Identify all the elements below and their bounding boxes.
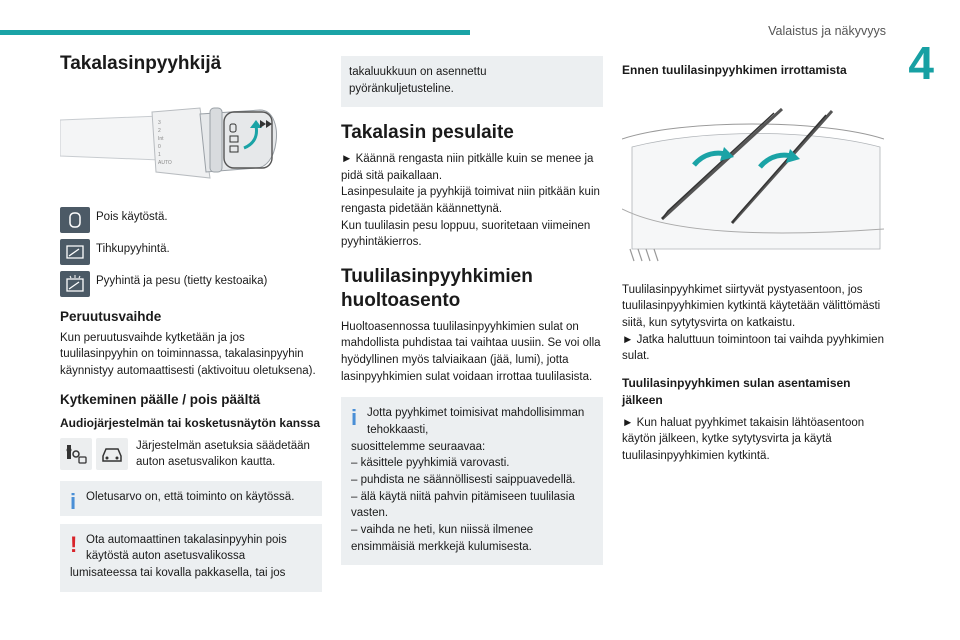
before-removal-heading: Ennen tuulilasinpyyhkimen irrottamista <box>622 63 847 77</box>
windshield-wipers-illustration <box>622 99 884 269</box>
before-removal-text-1: Tuulilasinpyyhkimet siirtyvät pystyasentoon, jos tuulilasinpyyhkimien kytkintä käytetään välittömästi siitä, kun sytytysvirta on katkaistu. <box>622 283 881 330</box>
service-position-title: Tuulilasinpyyhkimien huoltoasento <box>341 266 533 311</box>
info-icon: i <box>351 405 358 431</box>
rear-washer-title: Takalasin pesulaite <box>341 122 514 144</box>
warning-icon: ! <box>70 531 78 557</box>
stalk-label-2: 2 <box>158 127 161 134</box>
washer-text-3: Kun tuulilasin pesu loppuu, suoritetaan viimeinen pyyhintäkierros. <box>341 219 591 249</box>
continued-note <box>341 56 603 107</box>
washer-text-2: Lasinpesulaite ja pyyhkijä toimivat niin pitkään kuin rengasta pidetään käännettynä. <box>341 186 600 216</box>
settings-text: Järjestelmän asetuksia säädetään auton asetusvalikon kautta. <box>136 439 310 469</box>
wiper-intermittent-icon <box>60 239 90 265</box>
info-note-text: Oletusarvo on, että toiminto on käytössä. <box>86 490 295 503</box>
wiper-off-icon <box>60 207 90 233</box>
section-title: Valaistus ja näkyvyys <box>768 24 886 38</box>
stalk-label-1: 1 <box>158 151 161 158</box>
info-note-default <box>60 481 322 516</box>
reverse-gear-text: Kun peruutusvaihde kytketään ja jos tuulilasinpyyhin on toiminnassa, takalasinpyyhin käynnistyy automaattisesti (aktivoituu oletuksena). <box>60 331 316 378</box>
stalk-label-0: 0 <box>158 143 161 150</box>
rear-wiper-title: Takalasinpyyhkijä <box>60 53 222 74</box>
info-icon: i <box>70 488 77 514</box>
maintenance-note-line-1: suosittelemme seuraavaa: <box>351 440 486 453</box>
warning-note-first: Ota automaattinen takalasinpyyhin pois käytöstä auton asetusvalikossa <box>86 533 287 563</box>
column-3 <box>622 52 884 465</box>
service-position-text: Huoltoasennossa tuulilasinpyyhkimien sulat on mahdollista puhdistaa tai vaihtaa uusiin. Se voi olla hyödyllinen myös talviaikaan (jää, lumi), jotta lasinpyyhkimien sulat voidaan irrottaa tuulilasista. <box>341 320 601 383</box>
maintenance-note-first: Jotta pyyhkimet toimisivat mahdollisimman tehokkaasti, <box>367 407 585 436</box>
settings-row <box>60 438 322 471</box>
before-removal-text-2: ► Jatka haluttuun toimintoon tai vaihda pyyhkimien sulat. <box>622 333 884 363</box>
mode-off-row <box>60 207 322 233</box>
warning-note-rest: lumisateessa tai kovalla pakkasella, tai jos <box>70 566 286 579</box>
maintenance-note-line-4: – älä käytä niitä pahvin pitämiseen tuulilasia vasten. <box>351 490 575 520</box>
on-off-heading: Kytkeminen päälle / pois päältä <box>60 391 261 407</box>
after-fitting-text: ► Kun haluat pyyhkimet takaisin lähtöasentoon käytön jälkeen, kytke sytytysvirta ja käytä tuulilasinpyyhkimien kytkintä. <box>622 416 865 463</box>
mode-intermittent-text: Tihkupyyhintä. <box>96 242 170 255</box>
car-icon <box>96 438 128 470</box>
maintenance-note-line-3: – puhdista ne säännöllisesti saippuavedellä. <box>351 474 576 486</box>
mode-off-text: Pois käytöstä. <box>96 210 168 223</box>
maintenance-note-line-2: – käsittele pyyhkimiä varovasti. <box>351 457 510 470</box>
column-1 <box>60 52 322 600</box>
chapter-number: 4 <box>908 37 934 89</box>
reverse-gear-heading: Peruutusvaihde <box>60 308 162 324</box>
warning-note <box>60 524 322 592</box>
wiper-stalk-illustration <box>60 98 322 186</box>
washer-text-1: ► Käännä rengasta niin pitkälle kuin se menee ja pidä sitä paikallaan. <box>341 153 594 182</box>
mode-wash-text: Pyyhintä ja pesu (tietty kestoaika) <box>96 274 268 287</box>
continued-note-text: takaluukkuun on asennettu pyöränkuljetusteline. <box>349 66 487 95</box>
info-note-maintenance <box>341 397 603 565</box>
top-accent-bar <box>0 30 470 35</box>
stalk-label-int: Int <box>158 135 164 142</box>
column-2 <box>341 52 603 573</box>
after-fitting-heading: Tuulilasinpyyhkimen sulan asentamisen jälkeen <box>622 376 851 407</box>
settings-menu-icon <box>60 438 92 470</box>
maintenance-note-line-5: – vaihda ne heti, kun niissä ilmenee ensimmäisiä merkkejä kulumisesta. <box>351 524 534 553</box>
stalk-label-3: 3 <box>158 119 161 126</box>
mode-intermittent-row <box>60 239 322 265</box>
on-off-subheading: Audiojärjestelmän tai kosketusnäytön kanssa <box>60 415 321 430</box>
stalk-label-auto: AUTO <box>158 159 172 166</box>
mode-wash-row <box>60 271 322 297</box>
wiper-wash-icon <box>60 271 90 297</box>
